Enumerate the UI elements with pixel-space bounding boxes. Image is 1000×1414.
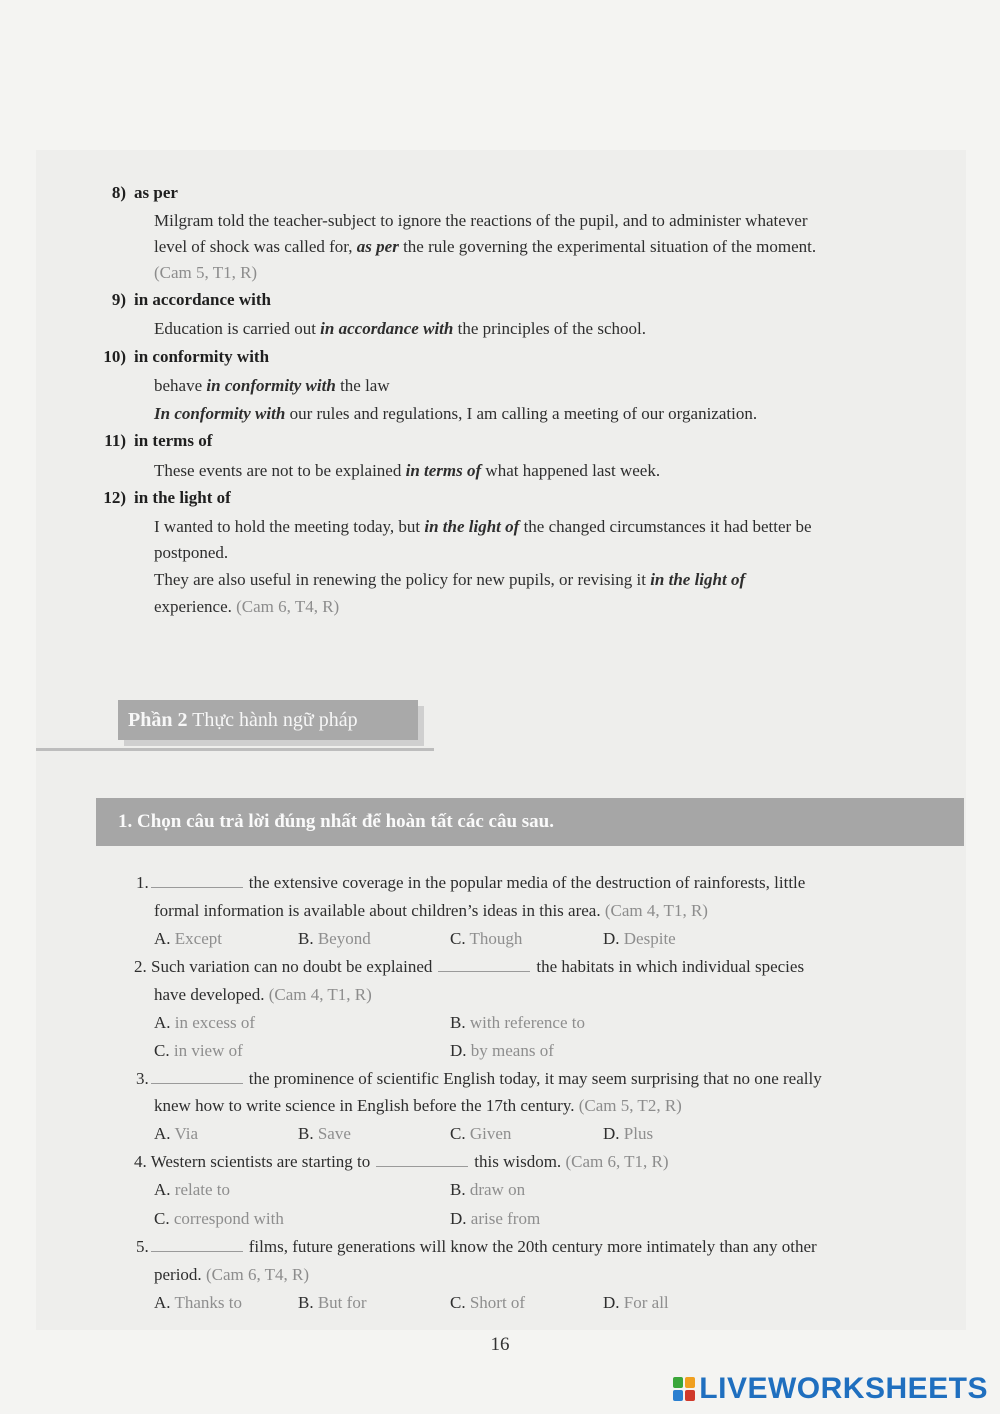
brand-name: LIVEWORKSHEETS — [699, 1372, 988, 1405]
entry-12-heading: 12) in the light of — [103, 488, 231, 507]
question-3-blank[interactable] — [151, 1069, 243, 1084]
part-divider — [36, 748, 434, 751]
entry-9-line-1: Education is carried out in accordance with the principles of the school. — [154, 319, 646, 338]
question-3-line-1: 3. the prominence of scientific English today, it may seem surprising that no one really — [136, 1069, 822, 1088]
question-1-option-c[interactable]: C. Though — [450, 929, 523, 948]
entry-8-line-1: Milgram told the teacher-subject to ignore the reactions of the pupil, and to administer whatever — [154, 211, 808, 230]
question-4-line-1: 4. Western scientists are starting to this wisdom. (Cam 6, T1, R) — [134, 1152, 669, 1171]
question-5-line-1: 5. films, future generations will know the 20th century more intimately than any other — [136, 1237, 817, 1256]
question-4-blank[interactable] — [376, 1152, 468, 1167]
question-3-option-c[interactable]: C. Given — [450, 1124, 512, 1143]
question-5-line-2: period. (Cam 6, T4, R) — [154, 1265, 310, 1284]
question-2-option-c[interactable]: C. in view of — [154, 1041, 243, 1060]
question-4-option-a[interactable]: A. relate to — [154, 1180, 230, 1199]
question-2-option-d[interactable]: D. by means of — [450, 1041, 554, 1060]
entry-8-line-2: level of shock was called for, as per the rule governing the experimental situation of the moment. — [154, 237, 817, 256]
question-5-option-c[interactable]: C. Short of — [450, 1293, 526, 1312]
part-2-heading — [118, 700, 418, 740]
question-1-blank[interactable] — [151, 873, 243, 888]
question-5-option-a[interactable]: A. Thanks to — [154, 1293, 243, 1312]
question-5-option-b[interactable]: B. But for — [298, 1293, 367, 1312]
part-number: Phần 2 — [128, 709, 188, 731]
entry-8-heading: 8) as per — [111, 183, 178, 202]
exercise-title: 1. Chọn câu trả lời đúng nhất để hoàn tất các câu sau. — [118, 811, 554, 832]
entry-12-line-4: experience. (Cam 6, T4, R) — [154, 597, 340, 616]
liveworksheets-logo-icon — [673, 1377, 695, 1401]
entry-8-line-3: (Cam 5, T1, R) — [154, 263, 258, 282]
question-3-option-d[interactable]: D. Plus — [603, 1124, 654, 1143]
question-3-option-b[interactable]: B. Save — [298, 1124, 351, 1143]
question-1-line-2: formal information is available about children’s ideas in this area. (Cam 4, T1, R) — [154, 901, 708, 920]
entry-10-heading: 10) in conformity with — [103, 347, 270, 366]
question-5-option-d[interactable]: D. For all — [603, 1293, 669, 1312]
question-2-blank[interactable] — [438, 957, 530, 972]
entry-12-line-1: I wanted to hold the meeting today, but in the light of the changed circumstances it had better be — [154, 517, 812, 536]
question-2-option-b[interactable]: B. with reference to — [450, 1013, 586, 1032]
part-title: Thực hành ngữ pháp — [192, 709, 358, 731]
entry-9-heading: 9) in accordance with — [111, 290, 271, 309]
question-1-option-b[interactable]: B. Beyond — [298, 929, 371, 948]
question-4-option-d[interactable]: D. arise from — [450, 1209, 541, 1228]
question-2-line-2: have developed. (Cam 4, T1, R) — [154, 985, 372, 1004]
liveworksheets-brand[interactable] — [673, 1372, 988, 1406]
question-1-option-d[interactable]: D. Despite — [603, 929, 676, 948]
page-number: 16 — [490, 1334, 510, 1355]
question-3-line-2: knew how to write science in English before the 17th century. (Cam 5, T2, R) — [154, 1096, 682, 1115]
question-1-option-a[interactable]: A. Except — [154, 929, 222, 948]
question-1-line-1: 1. the extensive coverage in the popular media of the destruction of rainforests, little — [136, 873, 806, 892]
entry-12-line-2: postponed. — [154, 543, 229, 562]
entry-11-heading: 11) in terms of — [104, 431, 213, 450]
entry-12-line-3: They are also useful in renewing the policy for new pupils, or revising it in the light of — [154, 570, 746, 589]
question-4-option-c[interactable]: C. correspond with — [154, 1209, 284, 1228]
question-2-line-1: 2. Such variation can no doubt be explained the habitats in which individual species — [134, 957, 805, 976]
question-4-option-b[interactable]: B. draw on — [450, 1180, 526, 1199]
exercise-1-heading — [96, 798, 964, 846]
question-5-blank[interactable] — [151, 1237, 243, 1252]
question-2-option-a[interactable]: A. in excess of — [154, 1013, 256, 1032]
question-3-option-a[interactable]: A. Via — [154, 1124, 199, 1143]
entry-10-line-1: behave in conformity with the law — [154, 376, 390, 395]
entry-11-line-1: These events are not to be explained in terms of what happened last week. — [154, 461, 661, 480]
entry-10-line-2: In conformity with our rules and regulations, I am calling a meeting of our organization. — [154, 404, 758, 423]
